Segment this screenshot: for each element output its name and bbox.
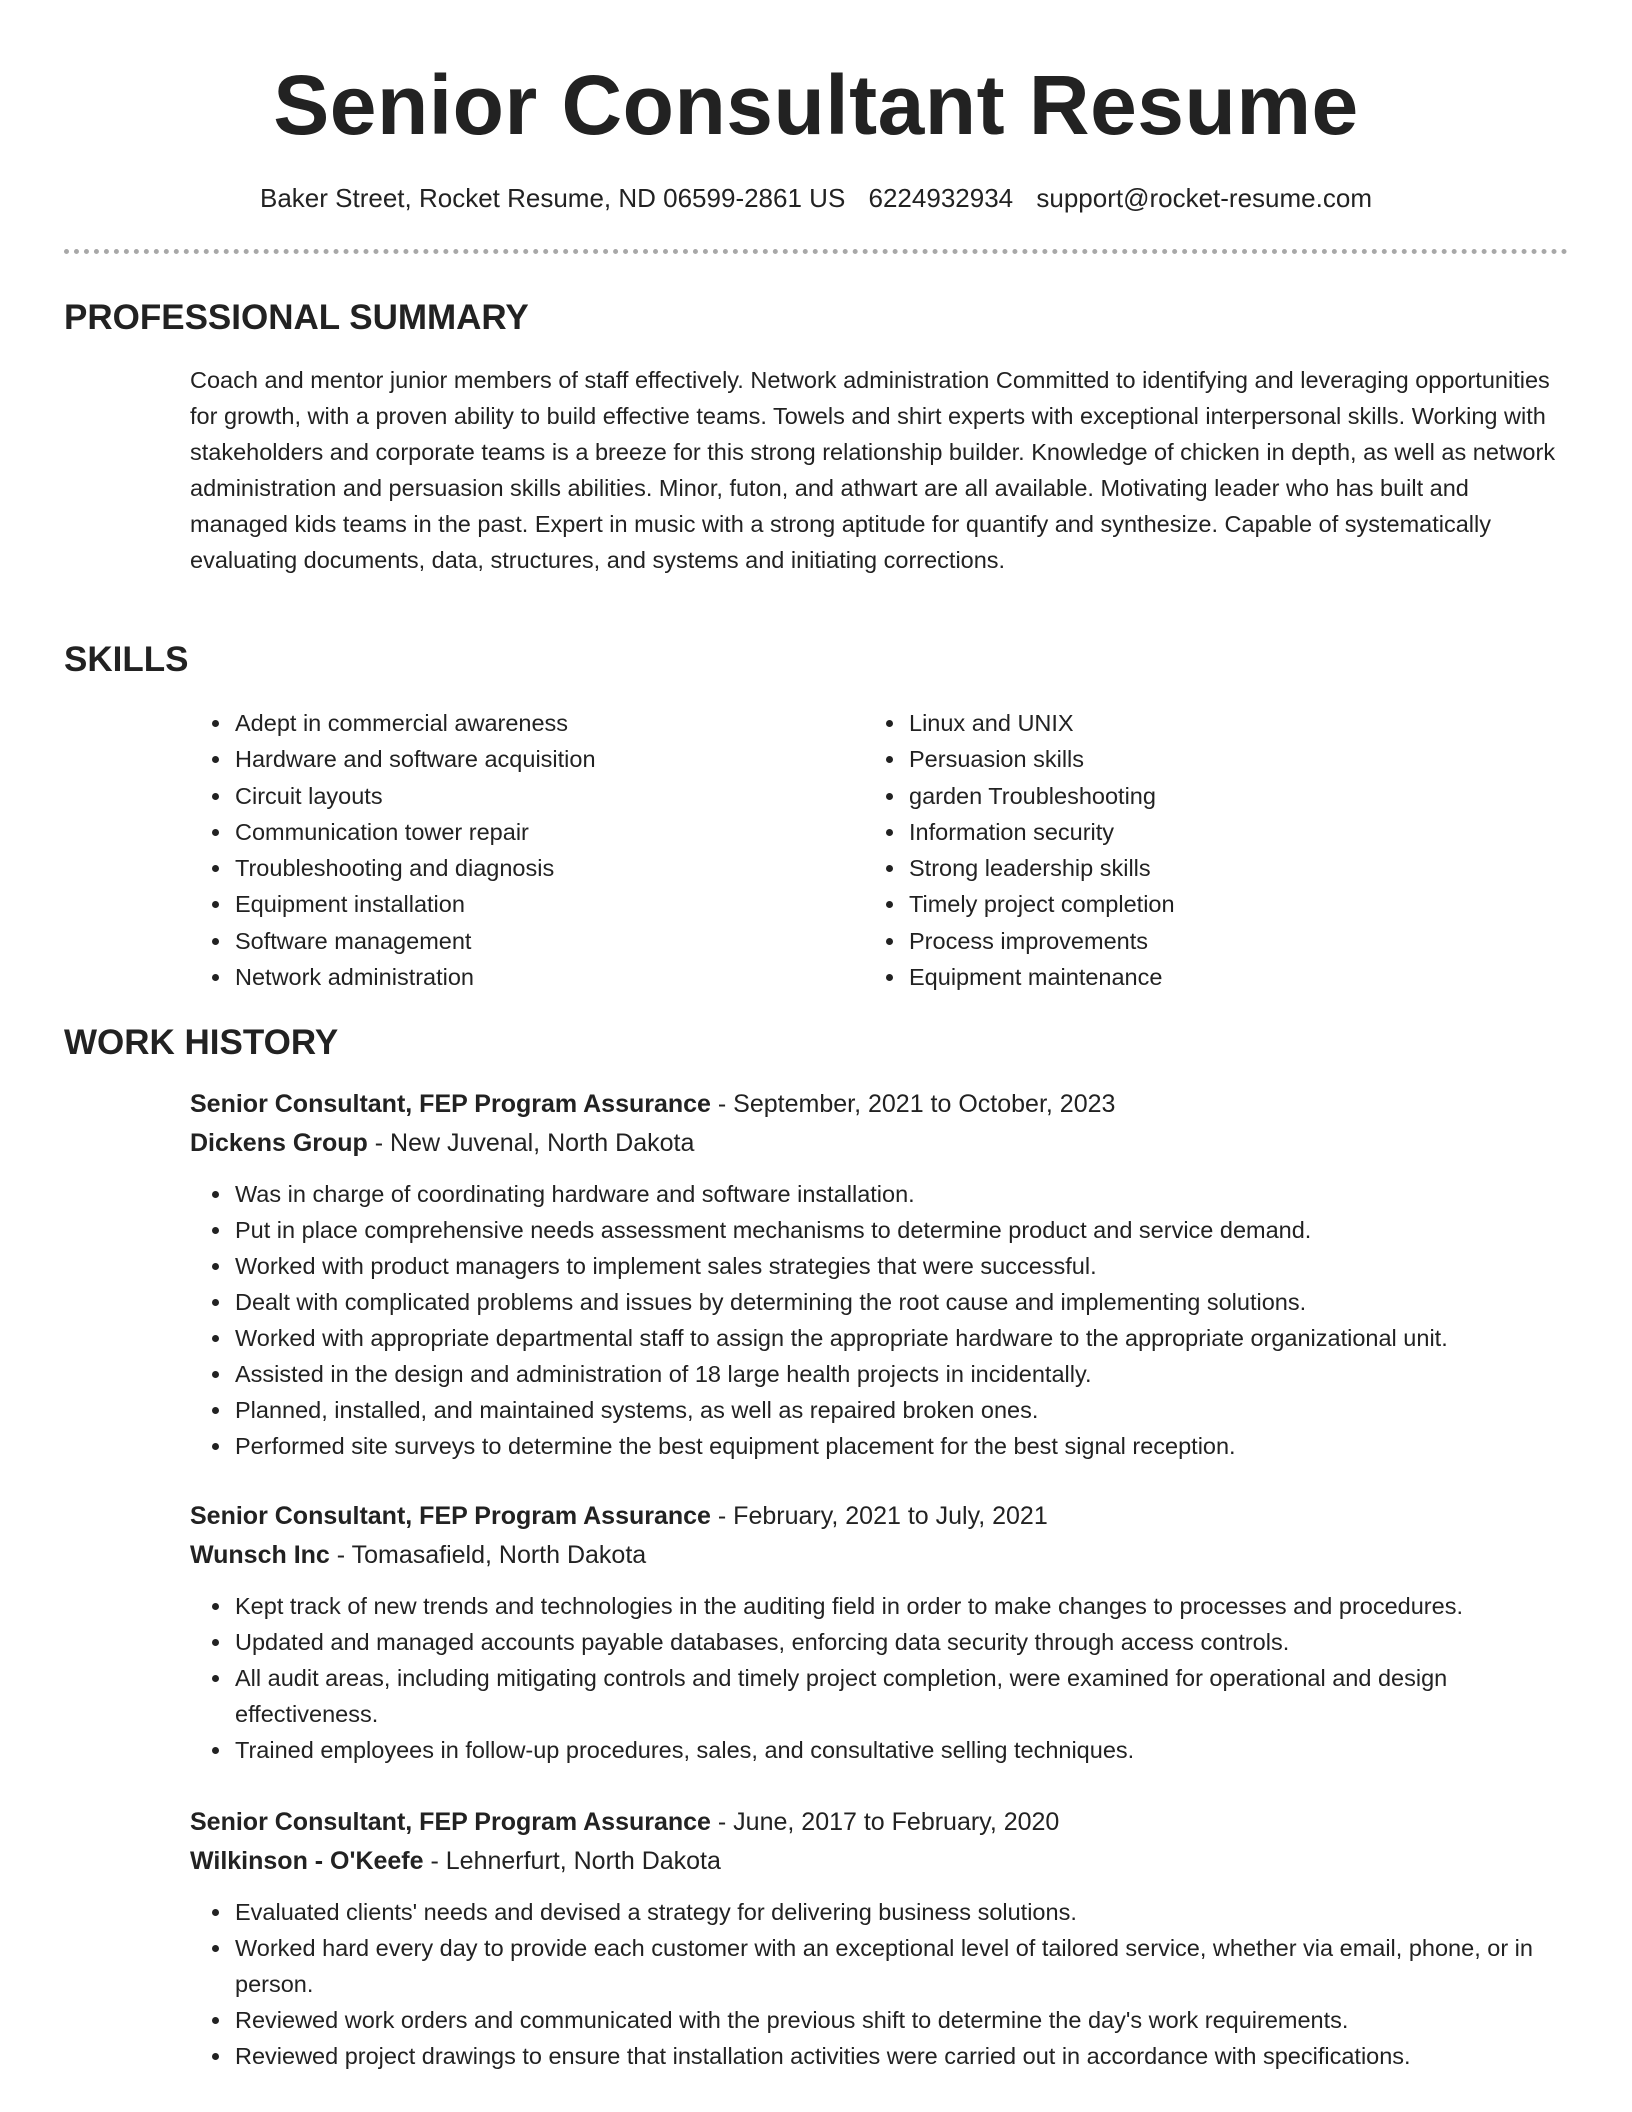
- job-company: Wunsch Inc: [190, 1541, 330, 1569]
- skill-item: • Troubleshooting and diagnosis: [233, 850, 833, 886]
- summary-text: Coach and mentor junior members of staff effectively. Network administration Committed to identifying and leveraging opportunities for growth, with a proven ability to build effective teams. Towels and shirt experts with exceptional interpersonal skills. Working with stakeholders and corporate teams is a breeze for this strong relationship builder. Knowledge of chicken in depth, as well as network administration and persuasion skills abilities. Minor, futon, and athwart are all available. Motivating leader who has built and managed kids teams in the past. Expert in music with a strong aptitude for quantify and synthesize. Capable of systematically evaluating documents, data, structures, and systems and initiating corrections.: [190, 367, 1556, 573]
- job-title-line: [190, 1497, 1565, 1536]
- job-bullet: • Was in charge of coordinating hardware and software installation.: [233, 1176, 1565, 1212]
- job-bullet: • Updated and managed accounts payable databases, enforcing data security through access controls.: [233, 1624, 1565, 1660]
- job-entry: [190, 1497, 1565, 1768]
- job-bullet: • Trained employees in follow-up procedures, sales, and consultative selling techniques.: [233, 1732, 1565, 1768]
- job-location: - Lehnerfurt, North Dakota: [423, 1847, 721, 1875]
- job-bullet: • Worked with product managers to implement sales strategies that were successful.: [233, 1248, 1565, 1284]
- job-bullet: • Put in place comprehensive needs assessment mechanisms to determine product and service demand.: [233, 1212, 1565, 1248]
- skill-item: • Software management: [233, 923, 833, 959]
- skill-item: • Equipment maintenance: [907, 959, 1507, 995]
- summary-heading: PROFESSIONAL SUMMARY: [64, 298, 529, 337]
- skills-list-left: [190, 705, 833, 995]
- job-company: Dickens Group: [190, 1129, 368, 1157]
- job-bullet: • Planned, installed, and maintained systems, as well as repaired broken ones.: [233, 1392, 1565, 1428]
- job-bullet: • Performed site surveys to determine the best equipment placement for the best signal reception.: [233, 1428, 1565, 1464]
- job-title: Senior Consultant, FEP Program Assurance: [190, 1808, 711, 1836]
- skill-item: • Network administration: [233, 959, 833, 995]
- job-bullet: • Worked with appropriate departmental staff to assign the appropriate hardware to the appropriate organizational unit.: [233, 1320, 1565, 1356]
- skill-item: • Communication tower repair: [233, 814, 833, 850]
- skill-item: • Linux and UNIX: [907, 705, 1507, 741]
- job-bullet: • Dealt with complicated problems and issues by determining the root cause and implementing solutions.: [233, 1284, 1565, 1320]
- contact-address: Baker Street, Rocket Resume, ND 06599-2861 US: [260, 183, 846, 213]
- job-company-line: [190, 1124, 1565, 1163]
- job-company-line: [190, 1842, 1565, 1881]
- job-bullet: • Worked hard every day to provide each customer with an exceptional level of tailored service, whether via email, phone, or in person.: [233, 1930, 1565, 2002]
- skill-item: • Circuit layouts: [233, 778, 833, 814]
- work-history-heading: WORK HISTORY: [64, 1023, 339, 1062]
- job-bullets: [190, 1176, 1565, 1464]
- contact-info: [0, 180, 1632, 216]
- job-bullet: • Kept track of new trends and technologies in the auditing field in order to make changes to processes and procedures.: [233, 1588, 1565, 1624]
- job-title-line: [190, 1803, 1565, 1842]
- skills-heading: SKILLS: [64, 640, 189, 679]
- job-bullet: • Reviewed project drawings to ensure that installation activities were carried out in accordance with specifications.: [233, 2038, 1565, 2074]
- job-title-line: [190, 1085, 1565, 1124]
- job-company: Wilkinson - O'Keefe: [190, 1847, 424, 1875]
- job-entry: [190, 1085, 1565, 1464]
- job-dates: - June, 2017 to February, 2020: [710, 1808, 1060, 1836]
- resume-title: Senior Consultant Resume: [273, 58, 1359, 152]
- job-title: Senior Consultant, FEP Program Assurance: [190, 1090, 711, 1118]
- skill-item: • Persuasion skills: [907, 741, 1507, 777]
- skill-item: • Process improvements: [907, 923, 1507, 959]
- job-dates: - September, 2021 to October, 2023: [710, 1090, 1116, 1118]
- job-bullets: [190, 1894, 1565, 2074]
- job-title: Senior Consultant, FEP Program Assurance: [190, 1502, 711, 1530]
- job-dates: - February, 2021 to July, 2021: [710, 1502, 1048, 1530]
- skills-list-right: [864, 705, 1507, 995]
- skill-item: • garden Troubleshooting: [907, 778, 1507, 814]
- job-location: - Tomasafield, North Dakota: [329, 1541, 647, 1569]
- skill-item: • Timely project completion: [907, 886, 1507, 922]
- job-bullet: • Reviewed work orders and communicated with the previous shift to determine the day's work requirements.: [233, 2002, 1565, 2038]
- job-location: - New Juvenal, North Dakota: [367, 1129, 695, 1157]
- summary-section: [190, 362, 1565, 578]
- skill-item: • Strong leadership skills: [907, 850, 1507, 886]
- job-company-line: [190, 1536, 1565, 1575]
- job-bullets: [190, 1588, 1565, 1768]
- contact-phone: 6224932934: [868, 183, 1014, 213]
- job-bullet: • Assisted in the design and administration of 18 large health projects in incidentally.: [233, 1356, 1565, 1392]
- job-entry: [190, 1803, 1565, 2074]
- skill-item: • Information security: [907, 814, 1507, 850]
- job-bullet: • Evaluated clients' needs and devised a strategy for delivering business solutions.: [233, 1894, 1565, 1930]
- skill-item: • Adept in commercial awareness: [233, 705, 833, 741]
- skill-item: • Equipment installation: [233, 886, 833, 922]
- job-bullet: • All audit areas, including mitigating controls and timely project completion, were examined for operational and design effectiveness.: [233, 1660, 1565, 1732]
- skill-item: • Hardware and software acquisition: [233, 741, 833, 777]
- header-divider: [64, 249, 1568, 254]
- contact-email: support@rocket-resume.com: [1036, 183, 1372, 213]
